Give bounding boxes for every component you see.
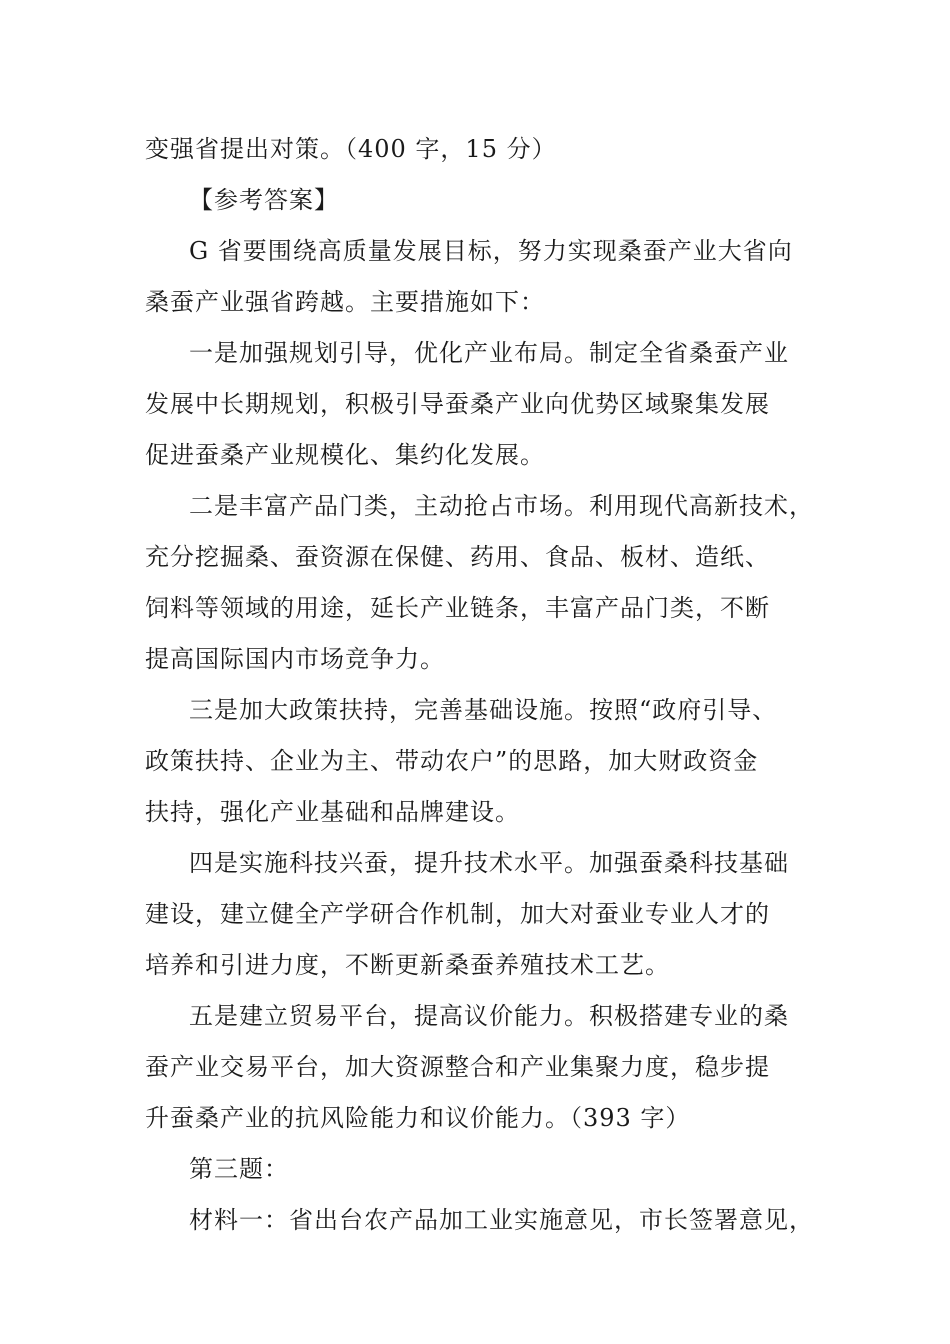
document-body xyxy=(145,124,825,1246)
text-line: 变强省提出对策。（400 字，15 分） xyxy=(145,135,557,163)
text-line: 促进蚕桑产业规模化、集约化发展。 xyxy=(145,441,545,469)
text-line: 蚕产业交易平台，加大资源整合和产业集聚力度，稳步提 xyxy=(145,1053,770,1081)
text-line: 桑蚕产业强省跨越。主要措施如下： xyxy=(145,288,545,316)
section-heading-reference-answer: 【参考答案】 xyxy=(189,186,339,214)
text-line: 政策扶持、企业为主、带动农户”的思路，加大财政资金 xyxy=(145,747,759,775)
text-line: 四是实施科技兴蚕，提升技术水平。加强蚕桑科技基础 xyxy=(189,849,789,877)
text-line: 建设，建立健全产学研合作机制，加大对蚕业专业人才的 xyxy=(145,900,770,928)
text-line: 充分挖掘桑、蚕资源在保健、药用、食品、板材、造纸、 xyxy=(145,543,770,571)
section-heading-question-three: 第三题： xyxy=(189,1155,289,1183)
text-line: 一是加强规划引导，优化产业布局。制定全省桑蚕产业 xyxy=(189,339,789,367)
text-line: G 省要围绕高质量发展目标，努力实现桑蚕产业大省向 xyxy=(189,237,793,265)
text-line: 发展中长期规划，积极引导蚕桑产业向优势区域聚集发展 xyxy=(145,390,770,418)
text-line: 升蚕桑产业的抗风险能力和议价能力。（393 字） xyxy=(145,1104,691,1132)
text-line: 饲料等领域的用途，延长产业链条，丰富产品门类，不断 xyxy=(145,594,770,622)
text-line: 三是加大政策扶持，完善基础设施。按照“政府引导、 xyxy=(189,696,778,724)
text-line: 培养和引进力度，不断更新桑蚕养殖技术工艺。 xyxy=(145,951,670,979)
text-line: 五是建立贸易平台，提高议价能力。积极搭建专业的桑 xyxy=(189,1002,789,1030)
text-line: 材料一：省出台农产品加工业实施意见，市长签署意见， xyxy=(189,1206,814,1234)
text-line: 二是丰富产品门类，主动抢占市场。利用现代高新技术， xyxy=(189,492,814,520)
text-line: 扶持，强化产业基础和品牌建设。 xyxy=(145,798,520,826)
text-line: 提高国际国内市场竞争力。 xyxy=(145,645,445,673)
